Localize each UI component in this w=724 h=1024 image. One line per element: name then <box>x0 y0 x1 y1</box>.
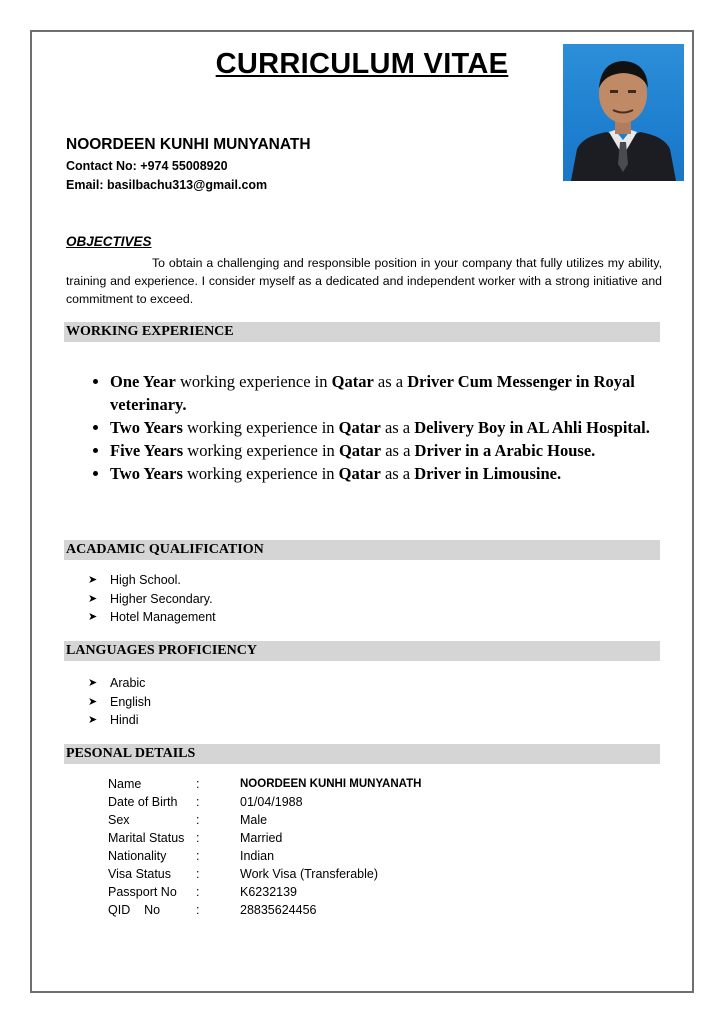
cv-page <box>30 30 694 993</box>
arrowhead-bullet-icon: ➤ <box>88 677 98 689</box>
arrowhead-bullet-icon: ➤ <box>88 611 98 623</box>
experience-list <box>88 370 690 485</box>
personal-details-table <box>108 775 421 919</box>
profile-photo-graphic <box>563 44 684 181</box>
arrowhead-bullet-icon: ➤ <box>88 592 98 605</box>
list-item: ➤ High School. <box>88 571 216 590</box>
email-address: Email: basilbachu313@gmail.com <box>66 178 268 192</box>
list-item: ➤ English <box>88 693 151 712</box>
list-item: ➤ Hotel Management <box>88 608 216 627</box>
table-row: Visa Status : Work Visa (Transferable) <box>108 867 379 881</box>
table-row: Date of Birth : 01/04/1988 <box>108 795 303 809</box>
languages-list <box>88 674 151 730</box>
experience-item: • Five Years working experience in Qatar as a Driver in a Arabic House. <box>110 439 690 462</box>
candidate-name: NOORDEEN KUNHI MUNYANATH <box>66 136 311 153</box>
experience-item: • One Year working experience in Qatar as a Driver Cum Messenger in Royal veterinary. <box>110 370 690 416</box>
contact-number: Contact No: +974 55008920 <box>66 159 228 173</box>
objectives-heading: OBJECTIVES <box>66 234 152 249</box>
languages-heading: LANGUAGES PROFICIENCY <box>64 641 660 661</box>
academic-list <box>88 571 216 627</box>
experience-item: • Two Years working experience in Qatar as a Delivery Boy in AL Ahli Hospital. <box>110 416 690 439</box>
table-row: Marital Status : Married <box>108 831 283 845</box>
arrowhead-bullet-icon: ➤ <box>88 574 98 586</box>
objectives-text: To obtain a challenging and responsible position in your company that fully utilizes my ability, training and experience. I consider myself as a dedicated and independent worker with a strong initiative and commitment to exceed. <box>66 256 662 306</box>
experience-item: • Two Years working experience in Qatar as a Driver in Limousine. <box>110 462 690 485</box>
profile-photo <box>563 44 684 181</box>
working-experience-heading: WORKING EXPERIENCE <box>64 322 660 342</box>
table-row: Passport No : K6232139 <box>108 885 298 899</box>
arrowhead-bullet-icon: ➤ <box>88 695 98 708</box>
arrowhead-bullet-icon: ➤ <box>88 714 98 726</box>
table-row: Sex : Male <box>108 813 268 827</box>
table-row: QID No : 28835624456 <box>108 903 317 917</box>
academic-qualification-heading: ACADAMIC QUALIFICATION <box>64 540 660 560</box>
list-item: ➤ Arabic <box>88 674 151 693</box>
list-item: ➤ Higher Secondary. <box>88 590 216 609</box>
list-item: ➤ Hindi <box>88 711 151 730</box>
page-title: CURRICULUM VITAE <box>215 48 509 80</box>
table-row: Name : NOORDEEN KUNHI MUNYANATH <box>108 777 422 791</box>
table-row: Nationality : Indian <box>108 849 275 863</box>
personal-details-heading: PESONAL DETAILS <box>64 744 660 764</box>
